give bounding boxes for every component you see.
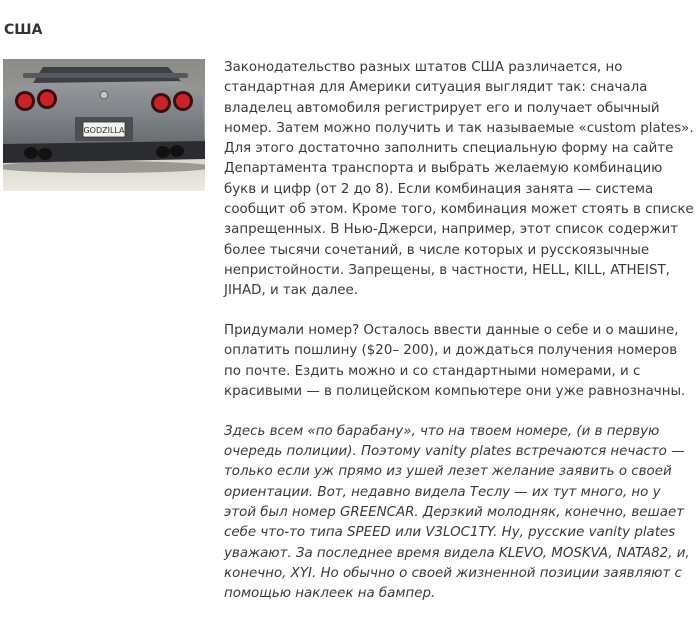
license-plate: GODZILLA xyxy=(83,126,125,135)
paragraph-intro: Законодательство разных штатов США различается, но стандартная для Америки ситуация выглядит так: сначала владелец автомобиля регистрирует его и получает обычный номер. Затем можно получить и так называемые «custom plates». Для этого достаточно заполнить специальную форму на сайте Департамента транспорта и выбрать желаемую комбинацию букв и цифр (от 2 до 8). Если комбинация занята — система сообщит об этом. Кроме того, комбинация может стоять в списке запрещенных. В Нью-Джерси, например, этот список содержит более тысячи сочетаний, в числе которых и русскоязычные непристойности. Запрещены, в частности, HELL, KILL, ATHEIST, JIHAD, и так далее. xyxy=(224,60,694,299)
paragraph-quote: Здесь всем «по барабану», что на твоем номере, (и в первую очередь полиции). Поэтому vanity plates встречаются нечасто — только если уж прямо из ушей лезет желание заявить о своей ориентации. Вот, недавно видела Теслу — их тут много, но у этой был номер GREENCAR. Дерзкий молодняк, конечно, вешает себе что-то типа SPEED или V3LOC1TY. Ну, русские vanity plates уважают. За последнее время видела KLEVO, MOSKVA, NATA82, и, конечно, XYI. Но обычно о своей жизненной позиции заявляют с помощью наклеек на бампер. xyxy=(224,423,690,602)
article-body xyxy=(224,58,696,624)
paragraph-procedure: Придумали номер? Осталось ввести данные о себе и о машине, оплатить пошлину ($20– 200), и дождаться получения номеров по почте. Ездить можно и со стандартными номерами, и с красивыми — в полицейском компьютере они уже равнозначны. xyxy=(224,323,686,399)
section-heading: США xyxy=(4,22,43,38)
car-photo xyxy=(3,59,205,191)
